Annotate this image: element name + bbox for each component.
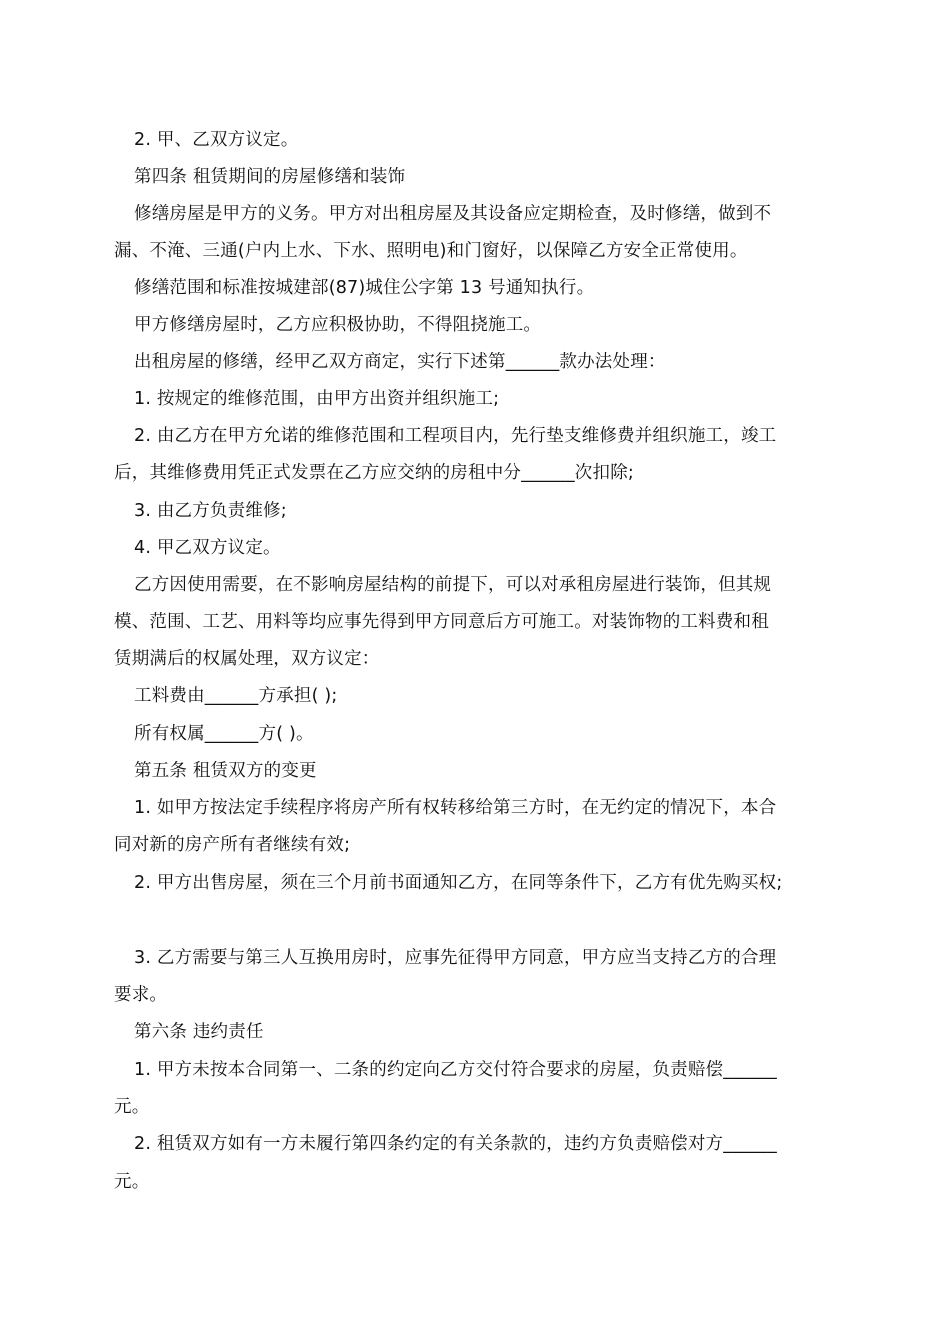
list-item: 元。 xyxy=(114,1097,150,1117)
list-item: 2. 租赁双方如有一方未履行第四条约定的有关条款的，违约方负责赔偿对方______ xyxy=(134,1134,777,1154)
list-item: 4. 甲乙双方议定。 xyxy=(134,538,281,558)
list-item: 要求。 xyxy=(114,985,168,1005)
paragraph-line: 模、范围、工艺、用料等均应事先得到甲方同意后方可施工。对装饰物的工料费和租 xyxy=(114,612,769,632)
section-heading: 第六条 违约责任 xyxy=(134,1022,264,1042)
list-item: 2. 甲方出售房屋，须在三个月前书面通知乙方，在同等条件下，乙方有优先购买权; xyxy=(134,873,783,893)
list-item: 1. 按规定的维修范围，由甲方出资并组织施工; xyxy=(134,389,500,409)
paragraph-line: 漏、不淹、三通(户内上水、下水、照明电)和门窗好，以保障乙方安全正常使用。 xyxy=(114,241,748,261)
section-heading: 第四条 租赁期间的房屋修缮和装饰 xyxy=(134,167,406,187)
paragraph-line: 工料费由______方承担( ); xyxy=(134,686,338,706)
list-item: 元。 xyxy=(114,1172,150,1192)
paragraph-line: 2. 甲、乙双方议定。 xyxy=(134,130,299,150)
paragraph-line: 赁期满后的权属处理，双方议定： xyxy=(114,649,380,669)
list-item: 3. 乙方需要与第三人互换用房时，应事先征得甲方同意，甲方应当支持乙方的合理 xyxy=(134,948,777,968)
section-heading: 第五条 租赁双方的变更 xyxy=(134,761,317,781)
paragraph-line: 修缮范围和标准按城建部(87)城住公字第 13 号通知执行。 xyxy=(134,278,595,298)
list-item: 3. 由乙方负责维修; xyxy=(134,501,287,521)
list-item: 1. 甲方未按本合同第一、二条的约定向乙方交付符合要求的房屋，负责赔偿______ xyxy=(134,1060,777,1080)
list-item: 1. 如甲方按法定手续程序将房产所有权转移给第三方时，在无约定的情况下，本合 xyxy=(134,798,777,818)
list-item: 2. 由乙方在甲方允诺的维修范围和工程项目内，先行垫支维修费并组织施工，竣工 xyxy=(134,426,777,446)
list-item: 同对新的房产所有者继续有效; xyxy=(114,835,351,855)
paragraph-line: 乙方因使用需要，在不影响房屋结构的前提下，可以对承租房屋进行装饰，但其规 xyxy=(134,575,772,595)
paragraph-line: 甲方修缮房屋时，乙方应积极协助，不得阻挠施工。 xyxy=(134,315,542,335)
list-item: 后，其维修费用凭正式发票在乙方应交纳的房租中分______次扣除; xyxy=(114,463,634,483)
paragraph-line: 所有权属______方( )。 xyxy=(134,724,314,744)
paragraph-line: 修缮房屋是甲方的义务。甲方对出租房屋及其设备应定期检查，及时修缮，做到不 xyxy=(134,204,772,224)
paragraph-line: 出租房屋的修缮，经甲乙双方商定，实行下述第______款办法处理： xyxy=(134,352,666,372)
